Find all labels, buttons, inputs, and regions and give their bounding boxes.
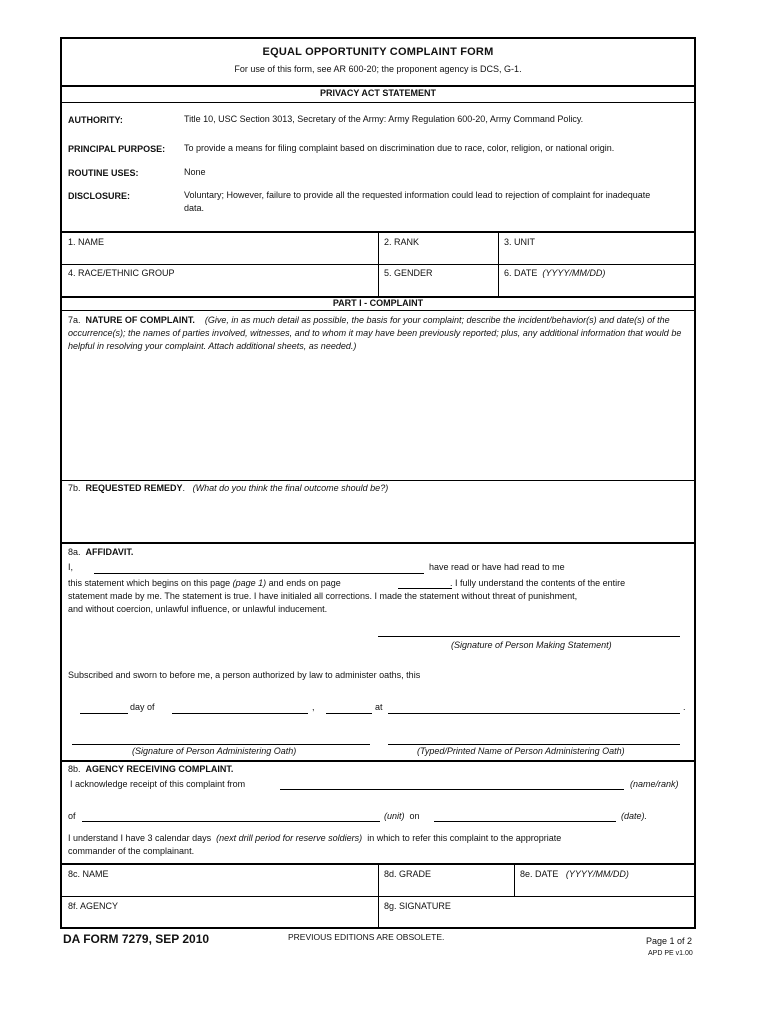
ack-text: I acknowledge receipt of this complaint from <box>70 779 246 789</box>
form-title: EQUAL OPPORTUNITY COMPLAINT FORM <box>262 46 494 58</box>
race-field-label: 4. RACE/ETHNIC GROUP <box>68 268 175 278</box>
at-text: at <box>375 702 383 712</box>
date-format-hint: (YYYY/MM/DD) <box>542 268 606 278</box>
receiver-date-prefix: 8e. DATE <box>520 869 559 879</box>
nature-help: (Give, in as much detail as possible, the basis for your complaint; describe the incident/behavior(s) and date(s) of the occurrence(s); the names of parties involved, witnesses, and to whom it may have been previously reported; plus, any additional information that would be helpful in resolving your complaint. Attach additional sheets, as needed.) <box>68 315 682 351</box>
complainant-line[interactable] <box>280 789 624 790</box>
location-line[interactable] <box>388 713 680 714</box>
of-text: of <box>68 811 76 821</box>
nature-num: 7a. <box>68 315 81 325</box>
nature-of-complaint <box>68 314 688 353</box>
receiver-grade-label: 8d. GRADE <box>384 869 432 879</box>
remedy-help: (What do you think the final outcome should be?) <box>192 483 389 493</box>
divider <box>62 102 694 103</box>
year-line[interactable] <box>326 713 372 714</box>
remedy-label: REQUESTED REMEDY <box>85 483 183 493</box>
agency-label: AGENCY RECEIVING COMPLAINT. <box>85 764 234 774</box>
comma-text: , <box>312 702 315 712</box>
affidavit-begins <box>68 577 341 590</box>
page1-text: (page 1) <box>232 578 267 588</box>
admin-signature-caption: (Signature of Person Administering Oath) <box>132 746 297 756</box>
maker-signature-caption: (Signature of Person Making Statement) <box>451 640 612 650</box>
obsolete-note: PREVIOUS EDITIONS ARE OBSOLETE. <box>288 932 445 942</box>
affidavit-have-read: have read or have had read to me <box>429 562 565 572</box>
form-id: DA FORM 7279, SEP 2010 <box>63 932 210 946</box>
unit-on-text <box>384 810 420 823</box>
authority-text: Title 10, USC Section 3013, Secretary of the Army: Army Regulation 600-20, Army Command Policy. <box>184 114 584 124</box>
part1-heading: PART I - COMPLAINT <box>332 298 424 308</box>
remedy-dot: . <box>182 483 186 493</box>
day-line[interactable] <box>80 713 128 714</box>
form-subtitle: For use of this form, see AR 600-20; the proponent agency is DCS, G-1. <box>234 64 522 74</box>
period-text: . <box>683 702 686 712</box>
receiver-name-label: 8c. NAME <box>68 869 109 879</box>
understand-part1: I understand I have 3 calendar days <box>68 833 212 843</box>
admin-name-caption: (Typed/Printed Name of Person Administering Oath) <box>417 746 625 756</box>
affiant-name-line[interactable] <box>94 573 424 574</box>
month-line[interactable] <box>172 713 308 714</box>
begins-text: this statement which begins on this page <box>68 578 231 588</box>
affidavit-line3: and without coercion, unlawful influence, or unlawful inducement. <box>68 604 328 614</box>
unit-field-label: 3. UNIT <box>504 237 536 247</box>
name-field-label: 1. NAME <box>68 237 105 247</box>
end-page-line[interactable] <box>398 588 452 589</box>
on-text: on <box>409 811 420 821</box>
divider <box>62 760 694 762</box>
drill-note: (next drill period for reserve soldiers) <box>216 833 363 843</box>
requested-remedy <box>68 482 388 495</box>
receipt-date-line[interactable] <box>434 821 616 822</box>
date-caption: (date). <box>621 811 648 821</box>
affidavit-label: AFFIDAVIT. <box>85 547 134 557</box>
purpose-text: To provide a means for filing complaint based on discrimination due to race, color, religion, or national origin. <box>184 143 615 153</box>
form-version: APD PE v1.00 <box>648 950 693 957</box>
remedy-input-area[interactable] <box>66 499 692 539</box>
complaint-form <box>60 37 696 929</box>
divider <box>62 480 694 481</box>
routine-label: ROUTINE USES: <box>68 168 139 178</box>
authority-label: AUTHORITY: <box>68 115 123 125</box>
date-field-prefix: 6. DATE <box>504 268 538 278</box>
purpose-label: PRINCIPAL PURPOSE: <box>68 144 166 154</box>
divider <box>62 542 694 544</box>
divider <box>514 864 515 896</box>
receiver-agency-label: 8f. AGENCY <box>68 901 119 911</box>
day-of-text: day of <box>130 702 155 712</box>
agency-heading <box>68 763 233 776</box>
agency-num: 8b. <box>68 764 81 774</box>
nature-label: NATURE OF COMPLAINT. <box>85 315 195 325</box>
receiver-date-label <box>520 868 629 881</box>
nature-input-area[interactable] <box>66 355 692 477</box>
divider <box>62 310 694 311</box>
affidavit-i: I, <box>68 562 74 572</box>
affidavit-num: 8a. <box>68 547 81 557</box>
routine-text: None <box>184 167 206 177</box>
understand-part2: in which to refer this complaint to the appropriate <box>367 833 562 843</box>
receiver-signature-label: 8g. SIGNATURE <box>384 901 451 911</box>
understand-text-3: commander of the complainant. <box>68 846 195 856</box>
maker-signature-line[interactable] <box>378 636 680 637</box>
name-rank-caption: (name/rank) <box>630 779 679 789</box>
page-number: Page 1 of 2 <box>646 936 693 946</box>
privacy-heading: PRIVACY ACT STATEMENT <box>319 88 436 98</box>
unit-caption: (unit) <box>384 811 405 821</box>
receiver-date-format: (YYYY/MM/DD) <box>565 869 629 879</box>
disclosure-text: Voluntary; However, failure to provide all the requested information could lead to rejection of complaint for inadequate data. <box>184 190 651 213</box>
remedy-num: 7b. <box>68 483 81 493</box>
divider <box>62 85 694 87</box>
ends-text: and ends on page <box>268 578 341 588</box>
disclosure-label: DISCLOSURE: <box>68 191 131 201</box>
affidavit-line2: statement made by me. The statement is true. I have initialed all corrections. I made the statement without threat of punishment, <box>68 591 578 601</box>
unit-line[interactable] <box>82 821 380 822</box>
divider <box>62 896 694 897</box>
subscribed-text: Subscribed and sworn to before me, a person authorized by law to administer oaths, this <box>68 670 421 680</box>
affidavit-heading <box>68 546 133 559</box>
date-field-label <box>504 267 605 280</box>
rank-field-label: 2. RANK <box>384 237 420 247</box>
divider <box>62 264 694 265</box>
understand-text <box>68 832 688 845</box>
gender-field-label: 5. GENDER <box>384 268 433 278</box>
affidavit-understand: . I fully understand the contents of the entire <box>450 578 626 588</box>
